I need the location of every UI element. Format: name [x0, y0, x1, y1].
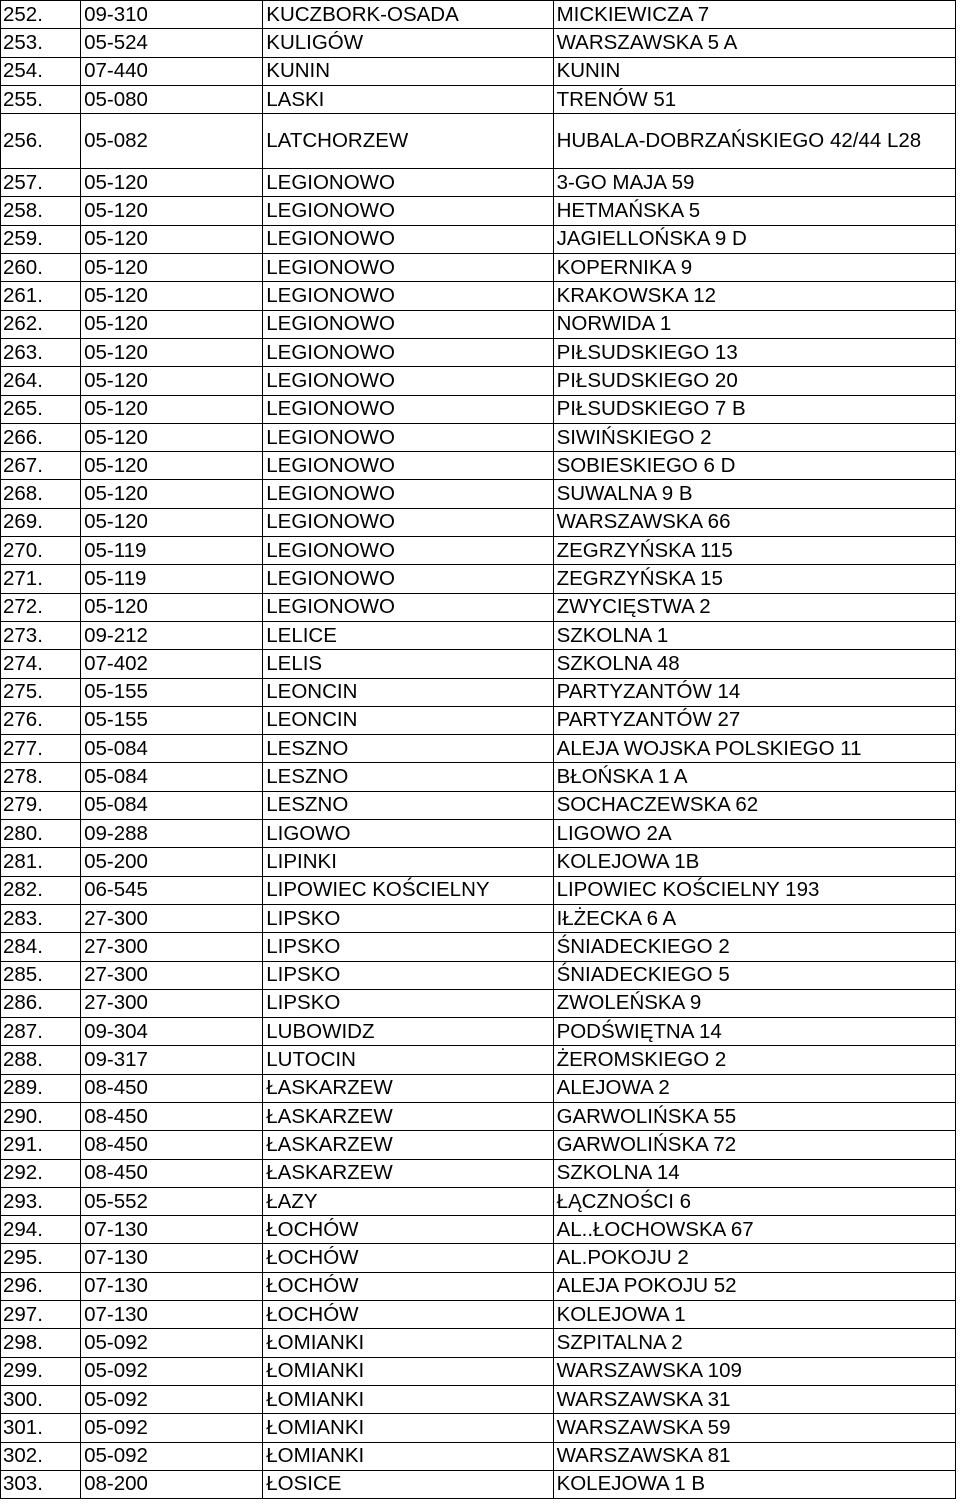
- street-address: TRENÓW 51: [553, 85, 955, 113]
- postal-code: 07-130: [81, 1244, 263, 1272]
- row-number: 301.: [1, 1414, 81, 1442]
- city-name: LEGIONOWO: [263, 338, 553, 366]
- street-address: ŻEROMSKIEGO 2: [553, 1046, 955, 1074]
- city-name: ŁOCHÓW: [263, 1216, 553, 1244]
- row-number: 296.: [1, 1272, 81, 1300]
- postal-code: 05-084: [81, 763, 263, 791]
- row-number: 284.: [1, 933, 81, 961]
- street-address: WARSZAWSKA 59: [553, 1414, 955, 1442]
- street-address: KOLEJOWA 1 B: [553, 1470, 955, 1498]
- street-address: WARSZAWSKA 5 A: [553, 29, 955, 57]
- table-row: [1, 85, 956, 113]
- postal-code: 05-120: [81, 395, 263, 423]
- table-row: [1, 537, 956, 565]
- street-address: WARSZAWSKA 81: [553, 1442, 955, 1470]
- row-number: 297.: [1, 1301, 81, 1329]
- street-address: ŁĄCZNOŚCI 6: [553, 1187, 955, 1215]
- street-address: PIŁSUDSKIEGO 20: [553, 367, 955, 395]
- postal-code: 05-092: [81, 1385, 263, 1413]
- table-row: [1, 621, 956, 649]
- city-name: LEGIONOWO: [263, 395, 553, 423]
- postal-code: 05-120: [81, 197, 263, 225]
- city-name: ŁASKARZEW: [263, 1131, 553, 1159]
- postal-code: 07-440: [81, 57, 263, 85]
- postal-code: 09-304: [81, 1018, 263, 1046]
- table-row: [1, 678, 956, 706]
- city-name: LEGIONOWO: [263, 225, 553, 253]
- city-name: LASKI: [263, 85, 553, 113]
- row-number: 303.: [1, 1470, 81, 1498]
- city-name: LEGIONOWO: [263, 423, 553, 451]
- street-address: KRAKOWSKA 12: [553, 282, 955, 310]
- postal-code: 05-084: [81, 791, 263, 819]
- table-row: [1, 254, 956, 282]
- row-number: 283.: [1, 904, 81, 932]
- street-address: PARTYZANTÓW 27: [553, 706, 955, 734]
- row-number: 260.: [1, 254, 81, 282]
- postal-code: 05-120: [81, 508, 263, 536]
- street-address: ZEGRZYŃSKA 115: [553, 537, 955, 565]
- table-row: [1, 1385, 956, 1413]
- postal-code: 05-092: [81, 1414, 263, 1442]
- table-row: [1, 989, 956, 1017]
- street-address: AL..ŁOCHOWSKA 67: [553, 1216, 955, 1244]
- table-row: [1, 225, 956, 253]
- city-name: LELIS: [263, 650, 553, 678]
- street-address: SZKOLNA 1: [553, 621, 955, 649]
- table-row: [1, 395, 956, 423]
- city-name: LIPSKO: [263, 961, 553, 989]
- postal-code: 05-119: [81, 537, 263, 565]
- street-address: WARSZAWSKA 109: [553, 1357, 955, 1385]
- street-address: KUNIN: [553, 57, 955, 85]
- table-row: [1, 933, 956, 961]
- postal-code: 05-120: [81, 452, 263, 480]
- city-name: ŁOMIANKI: [263, 1357, 553, 1385]
- street-address: MICKIEWICZA 7: [553, 1, 955, 29]
- row-number: 272.: [1, 593, 81, 621]
- table-row: [1, 1018, 956, 1046]
- table-row: [1, 452, 956, 480]
- postal-code: 05-082: [81, 114, 263, 169]
- postal-code: 05-120: [81, 310, 263, 338]
- table-row: [1, 1046, 956, 1074]
- postal-code: 05-120: [81, 225, 263, 253]
- row-number: 288.: [1, 1046, 81, 1074]
- street-address: ZEGRZYŃSKA 15: [553, 565, 955, 593]
- city-name: LIPSKO: [263, 904, 553, 932]
- row-number: 262.: [1, 310, 81, 338]
- row-number: 275.: [1, 678, 81, 706]
- city-name: LELICE: [263, 621, 553, 649]
- postal-code: 27-300: [81, 904, 263, 932]
- table-row: [1, 1159, 956, 1187]
- city-name: LIPSKO: [263, 989, 553, 1017]
- street-address: SUWALNA 9 B: [553, 480, 955, 508]
- table-row: [1, 735, 956, 763]
- postal-code: 05-524: [81, 29, 263, 57]
- postal-code: 05-092: [81, 1357, 263, 1385]
- street-address: NORWIDA 1: [553, 310, 955, 338]
- table-row: [1, 423, 956, 451]
- city-name: LESZNO: [263, 735, 553, 763]
- postal-code: 05-120: [81, 338, 263, 366]
- table-row: [1, 29, 956, 57]
- table-row: [1, 706, 956, 734]
- street-address: HUBALA-DOBRZAŃSKIEGO 42/44 L28: [553, 114, 955, 169]
- city-name: LEGIONOWO: [263, 593, 553, 621]
- postal-code: 27-300: [81, 933, 263, 961]
- row-number: 292.: [1, 1159, 81, 1187]
- street-address: SOCHACZEWSKA 62: [553, 791, 955, 819]
- table-row: [1, 1, 956, 29]
- city-name: LEONCIN: [263, 678, 553, 706]
- row-number: 299.: [1, 1357, 81, 1385]
- table-row: [1, 848, 956, 876]
- postal-code: 08-450: [81, 1074, 263, 1102]
- table-row: [1, 1329, 956, 1357]
- city-name: ŁOMIANKI: [263, 1385, 553, 1413]
- postal-code: 08-450: [81, 1102, 263, 1130]
- street-address: KOLEJOWA 1: [553, 1301, 955, 1329]
- row-number: 274.: [1, 650, 81, 678]
- street-address: SZKOLNA 14: [553, 1159, 955, 1187]
- postal-code: 08-200: [81, 1470, 263, 1498]
- street-address: ŚNIADECKIEGO 2: [553, 933, 955, 961]
- table-row: [1, 961, 956, 989]
- table-row: [1, 1470, 956, 1498]
- postal-code: 09-310: [81, 1, 263, 29]
- postal-code: 08-450: [81, 1131, 263, 1159]
- city-name: LESZNO: [263, 763, 553, 791]
- table-row: [1, 1442, 956, 1470]
- postal-code: 05-120: [81, 423, 263, 451]
- postal-code: 05-120: [81, 367, 263, 395]
- table-row: [1, 197, 956, 225]
- postal-code: 05-120: [81, 169, 263, 197]
- row-number: 257.: [1, 169, 81, 197]
- table-row: [1, 1074, 956, 1102]
- city-name: LEONCIN: [263, 706, 553, 734]
- postal-code: 07-130: [81, 1272, 263, 1300]
- table-row: [1, 282, 956, 310]
- postal-code: 08-450: [81, 1159, 263, 1187]
- city-name: LIGOWO: [263, 820, 553, 848]
- row-number: 266.: [1, 423, 81, 451]
- row-number: 291.: [1, 1131, 81, 1159]
- city-name: LESZNO: [263, 791, 553, 819]
- street-address: PARTYZANTÓW 14: [553, 678, 955, 706]
- table-row: [1, 876, 956, 904]
- row-number: 270.: [1, 537, 81, 565]
- city-name: LIPSKO: [263, 933, 553, 961]
- table-row: [1, 480, 956, 508]
- row-number: 263.: [1, 338, 81, 366]
- city-name: LATCHORZEW: [263, 114, 553, 169]
- street-address: 3-GO MAJA 59: [553, 169, 955, 197]
- table-row: [1, 1272, 956, 1300]
- city-name: LEGIONOWO: [263, 508, 553, 536]
- city-name: KUCZBORK-OSADA: [263, 1, 553, 29]
- street-address: KOLEJOWA 1B: [553, 848, 955, 876]
- street-address: WARSZAWSKA 66: [553, 508, 955, 536]
- city-name: LEGIONOWO: [263, 537, 553, 565]
- city-name: ŁOCHÓW: [263, 1272, 553, 1300]
- postal-code: 05-552: [81, 1187, 263, 1215]
- row-number: 302.: [1, 1442, 81, 1470]
- street-address: GARWOLIŃSKA 55: [553, 1102, 955, 1130]
- row-number: 252.: [1, 1, 81, 29]
- row-number: 258.: [1, 197, 81, 225]
- postal-code: 09-212: [81, 621, 263, 649]
- postal-code: 05-092: [81, 1442, 263, 1470]
- postal-code: 07-402: [81, 650, 263, 678]
- row-number: 271.: [1, 565, 81, 593]
- street-address: LIPOWIEC KOŚCIELNY 193: [553, 876, 955, 904]
- city-name: ŁOSICE: [263, 1470, 553, 1498]
- row-number: 294.: [1, 1216, 81, 1244]
- postal-code: 09-288: [81, 820, 263, 848]
- city-name: ŁOCHÓW: [263, 1244, 553, 1272]
- city-name: ŁOMIANKI: [263, 1442, 553, 1470]
- row-number: 256.: [1, 114, 81, 169]
- row-number: 285.: [1, 961, 81, 989]
- row-number: 293.: [1, 1187, 81, 1215]
- table-row: [1, 57, 956, 85]
- street-address: WARSZAWSKA 31: [553, 1385, 955, 1413]
- table-row: [1, 338, 956, 366]
- street-address: ZWYCIĘSTWA 2: [553, 593, 955, 621]
- table-row: [1, 1187, 956, 1215]
- table-row: [1, 1414, 956, 1442]
- city-name: ŁASKARZEW: [263, 1102, 553, 1130]
- row-number: 273.: [1, 621, 81, 649]
- table-row: [1, 650, 956, 678]
- street-address: BŁOŃSKA 1 A: [553, 763, 955, 791]
- street-address: HETMAŃSKA 5: [553, 197, 955, 225]
- street-address: ALEJA WOJSKA POLSKIEGO 11: [553, 735, 955, 763]
- city-name: KUNIN: [263, 57, 553, 85]
- city-name: LUBOWIDZ: [263, 1018, 553, 1046]
- street-address: SOBIESKIEGO 6 D: [553, 452, 955, 480]
- street-address: PIŁSUDSKIEGO 13: [553, 338, 955, 366]
- city-name: LIPOWIEC KOŚCIELNY: [263, 876, 553, 904]
- table-row: [1, 1216, 956, 1244]
- row-number: 295.: [1, 1244, 81, 1272]
- city-name: KULIGÓW: [263, 29, 553, 57]
- postal-code: 27-300: [81, 989, 263, 1017]
- table-row: [1, 820, 956, 848]
- city-name: LEGIONOWO: [263, 254, 553, 282]
- street-address: LIGOWO 2A: [553, 820, 955, 848]
- postal-code: 05-120: [81, 593, 263, 621]
- table-row: [1, 1301, 956, 1329]
- table-body: [1, 1, 956, 1499]
- table-row: [1, 508, 956, 536]
- row-number: 281.: [1, 848, 81, 876]
- street-address: SZKOLNA 48: [553, 650, 955, 678]
- row-number: 268.: [1, 480, 81, 508]
- postal-code: 07-130: [81, 1301, 263, 1329]
- table-row: [1, 310, 956, 338]
- city-name: LEGIONOWO: [263, 282, 553, 310]
- row-number: 269.: [1, 508, 81, 536]
- street-address: PODŚWIĘTNA 14: [553, 1018, 955, 1046]
- table-row: [1, 593, 956, 621]
- city-name: LEGIONOWO: [263, 565, 553, 593]
- table-row: [1, 1244, 956, 1272]
- postal-code: 05-120: [81, 480, 263, 508]
- row-number: 300.: [1, 1385, 81, 1413]
- city-name: LEGIONOWO: [263, 197, 553, 225]
- table-row: [1, 763, 956, 791]
- table-row: [1, 114, 956, 169]
- street-address: ALEJA POKOJU 52: [553, 1272, 955, 1300]
- row-number: 277.: [1, 735, 81, 763]
- postal-code: 05-119: [81, 565, 263, 593]
- city-name: ŁOMIANKI: [263, 1414, 553, 1442]
- postal-code: 05-120: [81, 282, 263, 310]
- row-number: 289.: [1, 1074, 81, 1102]
- postal-code: 05-155: [81, 706, 263, 734]
- street-address: PIŁSUDSKIEGO 7 B: [553, 395, 955, 423]
- table-row: [1, 565, 956, 593]
- postal-code: 05-092: [81, 1329, 263, 1357]
- row-number: 267.: [1, 452, 81, 480]
- table-row: [1, 1102, 956, 1130]
- row-number: 278.: [1, 763, 81, 791]
- city-name: ŁASKARZEW: [263, 1074, 553, 1102]
- street-address: JAGIELLOŃSKA 9 D: [553, 225, 955, 253]
- row-number: 253.: [1, 29, 81, 57]
- street-address: ŚNIADECKIEGO 5: [553, 961, 955, 989]
- table-row: [1, 904, 956, 932]
- row-number: 265.: [1, 395, 81, 423]
- table-row: [1, 367, 956, 395]
- city-name: LEGIONOWO: [263, 452, 553, 480]
- street-address: ZWOLEŃSKA 9: [553, 989, 955, 1017]
- city-name: ŁASKARZEW: [263, 1159, 553, 1187]
- row-number: 261.: [1, 282, 81, 310]
- street-address: IŁŻECKA 6 A: [553, 904, 955, 932]
- row-number: 255.: [1, 85, 81, 113]
- row-number: 298.: [1, 1329, 81, 1357]
- city-name: LEGIONOWO: [263, 480, 553, 508]
- street-address: AL.POKOJU 2: [553, 1244, 955, 1272]
- postal-code: 05-200: [81, 848, 263, 876]
- postal-code: 05-080: [81, 85, 263, 113]
- row-number: 290.: [1, 1102, 81, 1130]
- city-name: LEGIONOWO: [263, 367, 553, 395]
- table-row: [1, 169, 956, 197]
- row-number: 286.: [1, 989, 81, 1017]
- city-name: ŁOCHÓW: [263, 1301, 553, 1329]
- row-number: 287.: [1, 1018, 81, 1046]
- street-address: SIWIŃSKIEGO 2: [553, 423, 955, 451]
- row-number: 264.: [1, 367, 81, 395]
- city-name: LUTOCIN: [263, 1046, 553, 1074]
- city-name: LEGIONOWO: [263, 310, 553, 338]
- table-row: [1, 791, 956, 819]
- postal-code: 09-317: [81, 1046, 263, 1074]
- city-name: ŁOMIANKI: [263, 1329, 553, 1357]
- table-row: [1, 1131, 956, 1159]
- row-number: 259.: [1, 225, 81, 253]
- postal-code: 06-545: [81, 876, 263, 904]
- row-number: 280.: [1, 820, 81, 848]
- street-address: ALEJOWA 2: [553, 1074, 955, 1102]
- city-name: ŁAZY: [263, 1187, 553, 1215]
- row-number: 279.: [1, 791, 81, 819]
- street-address: KOPERNIKA 9: [553, 254, 955, 282]
- postal-code: 05-084: [81, 735, 263, 763]
- postal-code: 05-155: [81, 678, 263, 706]
- postal-code: 07-130: [81, 1216, 263, 1244]
- row-number: 254.: [1, 57, 81, 85]
- row-number: 282.: [1, 876, 81, 904]
- city-name: LEGIONOWO: [263, 169, 553, 197]
- street-address: SZPITALNA 2: [553, 1329, 955, 1357]
- street-address: GARWOLIŃSKA 72: [553, 1131, 955, 1159]
- row-number: 276.: [1, 706, 81, 734]
- table-row: [1, 1357, 956, 1385]
- postal-code: 05-120: [81, 254, 263, 282]
- city-name: LIPINKI: [263, 848, 553, 876]
- postal-code: 27-300: [81, 961, 263, 989]
